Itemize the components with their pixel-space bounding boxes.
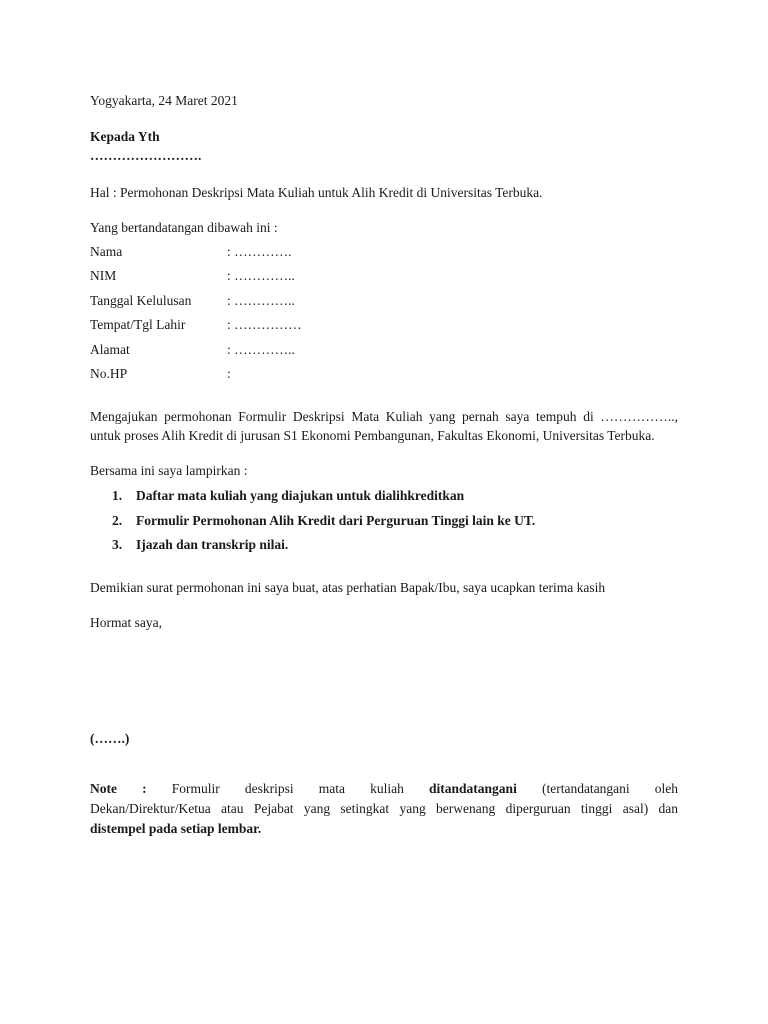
field-tanggal-kelulusan [0,293,768,311]
field-label: No.HP [90,366,128,381]
attachments-intro: Bersama ini saya lampirkan : [90,463,248,478]
note-line-2: Dekan/Direktur/Ketua atau Pejabat yang setingkat yang berwenang diperguruan tinggi asal) dan [90,801,678,816]
list-number: 1. [112,488,123,503]
note-paragraph [90,779,678,839]
field-label: Tempat/Tgl Lahir [90,317,186,332]
note-line-1 [90,779,678,799]
list-item [112,513,535,529]
note-bold-stamped: distempel pada setiap lembar. [90,821,262,836]
note-bold-signed: ditandatangani [429,781,517,796]
regards: Hormat saya, [90,615,162,630]
list-number: 2. [112,513,123,528]
place-date: Yogyakarta, 24 Maret 2021 [90,93,238,108]
recipient-placeholder: ……………………. [90,148,202,163]
field-value: : ………….. [227,293,295,308]
subject-line: Hal : Permohonan Deskripsi Mata Kuliah untuk Alih Kredit di Universitas Terbuka. [90,185,543,200]
field-label: Alamat [90,342,130,357]
field-label: NIM [90,268,117,283]
field-nama [0,244,768,262]
request-paragraph [90,407,678,445]
request-line-2: untuk proses Alih Kredit di jurusan S1 Ekonomi Pembangunan, Fakultas Ekonomi, Universitas Terbuka. [90,428,655,443]
list-text: Daftar mata kuliah yang diajukan untuk dialihkreditkan [136,488,465,503]
field-label: Tanggal Kelulusan [90,293,192,308]
field-value: : …………. [227,244,292,259]
field-nim [0,268,768,286]
recipient-heading: Kepada Yth [90,129,160,144]
list-item [112,488,464,504]
field-value: : [227,366,231,381]
list-number: 3. [112,537,123,552]
closing-sentence: Demikian surat permohonan ini saya buat, atas perhatian Bapak/Ibu, saya ucapkan terima kasih [90,580,606,595]
field-no-hp [0,366,768,384]
request-line-1: Mengajukan permohonan Formulir Deskripsi Mata Kuliah yang pernah saya tempuh di …………….., [90,409,678,424]
field-value: : …………… [227,317,302,332]
field-label: Nama [90,244,123,259]
list-text: Formulir Permohonan Alih Kredit dari Perguruan Tinggi lain ke UT. [136,513,536,528]
field-tempat-tgl-lahir [0,317,768,335]
list-text: Ijazah dan transkrip nilai. [136,537,289,552]
note-text-a: Formulir deskripsi mata kuliah [171,781,404,796]
field-alamat [0,342,768,360]
field-value: : ………….. [227,268,295,283]
note-text-b: (tertandatangani oleh [541,781,679,796]
signature-placeholder: (…….) [90,731,130,746]
intro-line: Yang bertandatangan dibawah ini : [90,220,278,235]
note-label: Note : [90,781,147,796]
list-item [112,537,288,553]
field-value: : ………….. [227,342,295,357]
